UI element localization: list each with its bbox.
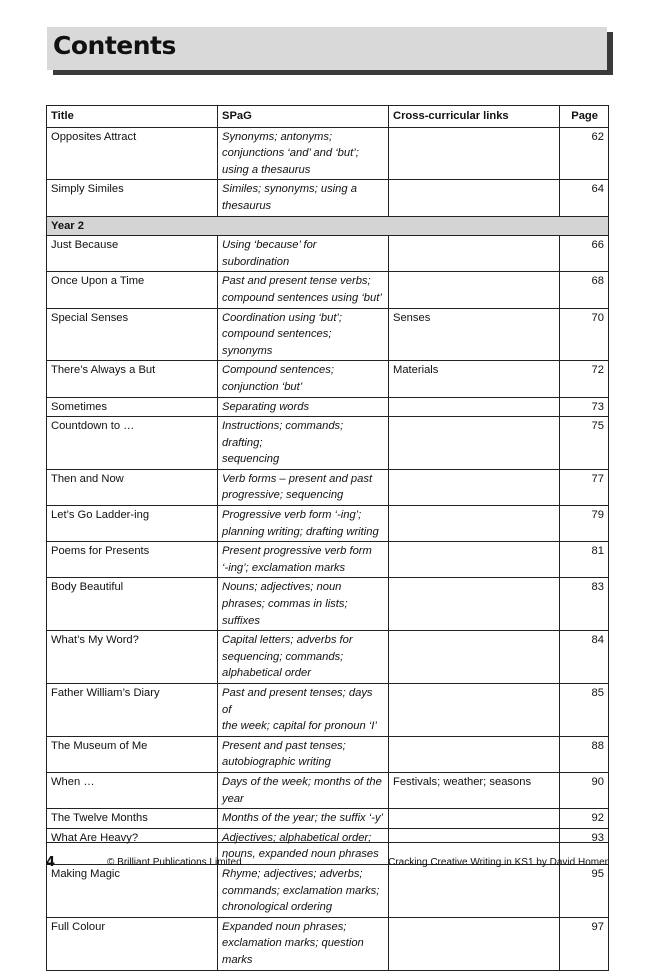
row-spag-line: Coordination using ‘but’; xyxy=(222,311,343,324)
row-title: The Museum of Me xyxy=(47,736,218,772)
column-header-page: Page xyxy=(560,106,609,128)
row-spag-line: Verb forms – present and past xyxy=(222,472,373,485)
table-row xyxy=(47,772,609,808)
row-page: 92 xyxy=(560,809,609,829)
row-links xyxy=(389,397,560,417)
row-spag xyxy=(218,236,389,272)
row-page: 88 xyxy=(560,736,609,772)
row-spag-line: Compound sentences; xyxy=(222,364,334,377)
row-spag-line: conjunction ‘but’ xyxy=(222,380,303,393)
row-page: 79 xyxy=(560,506,609,542)
row-title: Then and Now xyxy=(47,469,218,505)
table-row xyxy=(47,684,609,737)
row-spag-line: Past and present tenses; days of xyxy=(222,687,373,716)
table-row xyxy=(47,809,609,829)
table-row xyxy=(47,397,609,417)
table-row xyxy=(47,308,609,361)
row-page: 75 xyxy=(560,417,609,470)
row-spag-line: sequencing; commands; xyxy=(222,650,344,663)
row-spag-line: Nouns; adjectives; noun xyxy=(222,581,342,594)
row-title: Simply Similes xyxy=(47,180,218,216)
row-spag-line: Past and present tense verbs; xyxy=(222,275,371,288)
row-spag-line: Capital letters; adverbs for xyxy=(222,634,353,647)
table-body-year1 xyxy=(47,127,609,216)
row-links: Festivals; weather; seasons xyxy=(389,772,560,808)
table-row xyxy=(47,361,609,397)
row-spag xyxy=(218,736,389,772)
row-links xyxy=(389,272,560,308)
row-title: Poems for Presents xyxy=(47,542,218,578)
row-title: When … xyxy=(47,772,218,808)
row-spag-line: Similes; synonyms; using a xyxy=(222,183,357,196)
row-links: Materials xyxy=(389,361,560,397)
table-row xyxy=(47,542,609,578)
row-page: 97 xyxy=(560,917,609,970)
row-title: Body Beautiful xyxy=(47,578,218,631)
table-row xyxy=(47,469,609,505)
row-spag-line: year xyxy=(222,792,244,805)
row-spag-line: using a thesaurus xyxy=(222,163,311,176)
row-links xyxy=(389,417,560,470)
row-spag-line: planning writing; drafting writing xyxy=(222,525,379,538)
row-spag xyxy=(218,361,389,397)
row-title: Full Colour xyxy=(47,917,218,970)
row-spag-line: Present and past tenses; xyxy=(222,739,346,752)
table-header-row xyxy=(47,106,609,128)
row-spag-line: Synonyms; antonyms; xyxy=(222,130,333,143)
row-spag-line: compound sentences; synonyms xyxy=(222,328,332,357)
row-spag xyxy=(218,684,389,737)
row-links xyxy=(389,809,560,829)
row-spag xyxy=(218,631,389,684)
row-page: 68 xyxy=(560,272,609,308)
book-credit: Cracking Creative Writing in KS1 by David Homer xyxy=(388,857,608,868)
row-spag xyxy=(218,809,389,829)
page-title: Contents xyxy=(53,31,176,60)
table-row xyxy=(47,272,609,308)
row-page: 66 xyxy=(560,236,609,272)
table-row xyxy=(47,736,609,772)
row-spag-line: conjunctions ‘and’ and ‘but’; xyxy=(222,147,359,160)
row-links xyxy=(389,542,560,578)
copyright-text: © Brilliant Publications Limited xyxy=(107,857,242,868)
page-footer xyxy=(46,842,608,873)
row-page: 64 xyxy=(560,180,609,216)
row-spag-line: chronological ordering xyxy=(222,901,333,914)
row-links xyxy=(389,469,560,505)
table-row xyxy=(47,506,609,542)
row-page: 83 xyxy=(560,578,609,631)
table-section-year2 xyxy=(47,216,609,236)
column-header-spag: SPaG xyxy=(218,106,389,128)
row-spag xyxy=(218,772,389,808)
contents-table xyxy=(46,105,609,971)
column-header-links: Cross-curricular links xyxy=(389,106,560,128)
row-links xyxy=(389,236,560,272)
row-links xyxy=(389,736,560,772)
row-spag-line: Rhyme; adjectives; adverbs; xyxy=(222,867,363,880)
row-title: What’s My Word? xyxy=(47,631,218,684)
row-page: 72 xyxy=(560,361,609,397)
table-row xyxy=(47,417,609,470)
row-page: 90 xyxy=(560,772,609,808)
row-spag-line: thesaurus xyxy=(222,199,272,212)
row-spag-line: ‘-ing’; exclamation marks xyxy=(222,561,346,574)
table-row xyxy=(47,631,609,684)
row-spag xyxy=(218,578,389,631)
row-page: 85 xyxy=(560,684,609,737)
row-title: Let’s Go Ladder-ing xyxy=(47,506,218,542)
row-links xyxy=(389,127,560,180)
table-row xyxy=(47,127,609,180)
page-number: 4 xyxy=(46,855,56,870)
row-page: 93 xyxy=(560,828,609,864)
row-spag-line: Adjectives; alphabetical order; xyxy=(222,831,372,844)
row-spag-line: alphabetical order xyxy=(222,667,311,680)
row-spag-line: Instructions; commands; drafting; xyxy=(222,420,344,449)
row-page: 81 xyxy=(560,542,609,578)
row-page: 84 xyxy=(560,631,609,684)
row-title: Father William’s Diary xyxy=(47,684,218,737)
row-spag xyxy=(218,469,389,505)
row-title: Once Upon a Time xyxy=(47,272,218,308)
row-spag xyxy=(218,397,389,417)
row-spag-line: exclamation marks; question xyxy=(222,937,364,950)
row-title: What Are Heavy? xyxy=(47,828,218,864)
row-spag-line: autobiographic writing xyxy=(222,756,331,769)
row-page: 73 xyxy=(560,397,609,417)
row-title: Opposites Attract xyxy=(47,127,218,180)
row-links: Senses xyxy=(389,308,560,361)
row-page: 70 xyxy=(560,308,609,361)
row-spag-line: suffixes xyxy=(222,614,260,627)
row-spag xyxy=(218,127,389,180)
row-spag-line: Separating words xyxy=(222,400,310,413)
row-spag xyxy=(218,180,389,216)
row-spag-line: nouns, expanded noun phrases xyxy=(222,848,379,861)
row-links xyxy=(389,684,560,737)
row-links xyxy=(389,631,560,684)
row-title: Sometimes xyxy=(47,397,218,417)
row-spag-line: commands; exclamation marks; xyxy=(222,884,380,897)
row-title: Countdown to … xyxy=(47,417,218,470)
row-page: 95 xyxy=(560,864,609,917)
row-page: 62 xyxy=(560,127,609,180)
row-title: The Twelve Months xyxy=(47,809,218,829)
row-spag-line: Expanded noun phrases; xyxy=(222,920,347,933)
row-spag-line: Months of the year; the suffix ‘-y’ xyxy=(222,812,384,825)
row-page: 77 xyxy=(560,469,609,505)
row-spag-line: compound sentences using ‘but’ xyxy=(222,291,382,304)
column-header-title: Title xyxy=(47,106,218,128)
row-spag xyxy=(218,417,389,470)
row-spag-line: Present progressive verb form xyxy=(222,545,372,558)
row-title: Special Senses xyxy=(47,308,218,361)
row-links xyxy=(389,506,560,542)
row-title: Making Magic xyxy=(47,864,218,917)
row-links xyxy=(389,578,560,631)
row-links xyxy=(389,917,560,970)
row-title: Just Because xyxy=(47,236,218,272)
row-spag-line: marks xyxy=(222,953,253,966)
row-spag-line: phrases; commas in lists; xyxy=(222,598,348,611)
row-spag-line: Days of the week; months of the xyxy=(222,775,382,788)
contents-title-bar xyxy=(47,27,607,70)
row-spag-line: progressive; sequencing xyxy=(222,489,344,502)
row-spag xyxy=(218,917,389,970)
section-row xyxy=(47,216,609,236)
row-spag-line: sequencing xyxy=(222,453,280,466)
row-spag xyxy=(218,308,389,361)
table-row xyxy=(47,180,609,216)
row-spag xyxy=(218,506,389,542)
table-row xyxy=(47,578,609,631)
row-spag-line: Using ‘because’ for subordination xyxy=(222,239,317,268)
row-spag-line: Progressive verb form ‘-ing’; xyxy=(222,509,362,522)
row-title: There’s Always a But xyxy=(47,361,218,397)
table-row xyxy=(47,236,609,272)
row-spag-line: the week; capital for pronoun ‘I’ xyxy=(222,720,377,733)
row-links xyxy=(389,180,560,216)
section-label: Year 2 xyxy=(47,216,609,236)
row-spag xyxy=(218,542,389,578)
table-row xyxy=(47,917,609,970)
row-spag xyxy=(218,272,389,308)
